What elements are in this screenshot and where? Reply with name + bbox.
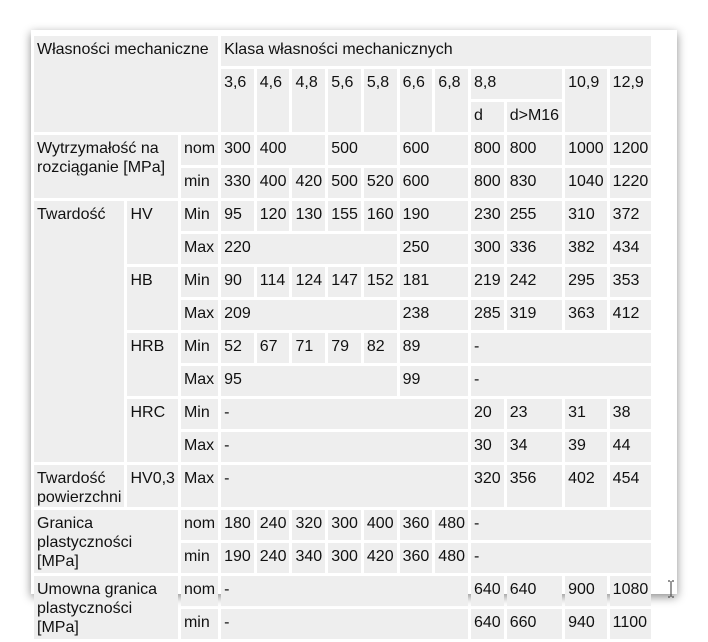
table-cell: 400 (364, 510, 397, 540)
class-12-9: 12,9 (610, 69, 652, 132)
mechanical-properties-panel (31, 30, 677, 636)
row-label-hrb: HRB (127, 333, 177, 396)
class-8-8: 8,8 (471, 69, 562, 99)
table-cell: - (471, 510, 651, 540)
class-3-6: 3,6 (221, 69, 254, 132)
table-cell: 71 (292, 333, 325, 363)
table-cell: 79 (328, 333, 361, 363)
table-cell: - (471, 543, 651, 573)
table-cell: 356 (507, 465, 562, 507)
row-sublabel: nom (181, 510, 218, 540)
table-row (34, 510, 651, 540)
table-cell: - (221, 609, 468, 639)
subheader-d-m16: d>M16 (507, 102, 562, 132)
row-sublabel: Min (181, 399, 218, 429)
table-cell: 830 (507, 168, 562, 198)
table-cell: 23 (507, 399, 562, 429)
class-5-6: 5,6 (328, 69, 361, 132)
table-cell: 640 (507, 576, 562, 606)
table-cell: 940 (565, 609, 607, 639)
table-cell: 372 (610, 201, 652, 231)
table-cell: 44 (610, 432, 652, 462)
table-cell: 300 (221, 135, 254, 165)
table-row (34, 465, 651, 507)
table-cell: - (471, 333, 651, 363)
row-sublabel: nom (181, 135, 218, 165)
table-cell: 330 (221, 168, 254, 198)
table-cell: 82 (364, 333, 397, 363)
table-cell: 600 (400, 168, 468, 198)
table-cell: 230 (471, 201, 504, 231)
table-cell: - (221, 465, 468, 507)
table-cell: 1080 (610, 576, 652, 606)
row-sublabel: Max (181, 432, 218, 462)
table-cell: 300 (328, 510, 361, 540)
table-cell: 130 (292, 201, 325, 231)
table-cell: 353 (610, 267, 652, 297)
table-cell: 120 (257, 201, 290, 231)
table-cell: 420 (364, 543, 397, 573)
table-cell: - (221, 399, 468, 429)
table-cell: 95 (221, 201, 254, 231)
row-label-tensile: Wytrzymałość na rozciąganie [MPa] (34, 135, 178, 198)
table-cell: 152 (364, 267, 397, 297)
table-cell: 320 (292, 510, 325, 540)
row-sublabel: min (181, 543, 218, 573)
table-cell: 500 (328, 168, 361, 198)
row-label-hb: HB (127, 267, 177, 330)
row-sublabel: Max (181, 465, 218, 507)
table-cell: 219 (471, 267, 504, 297)
table-cell: 250 (400, 234, 468, 264)
table-cell: 240 (257, 543, 290, 573)
table-cell: 124 (292, 267, 325, 297)
table-cell: 900 (565, 576, 607, 606)
table-cell: 454 (610, 465, 652, 507)
subheader-d: d (471, 102, 504, 132)
table-cell: 181 (400, 267, 468, 297)
table-cell: 30 (471, 432, 504, 462)
header-classes: Klasa własności mechanicznych (221, 36, 651, 66)
table-cell: 660 (507, 609, 562, 639)
row-label-hardness: Twardość (34, 201, 124, 462)
table-cell: 320 (471, 465, 504, 507)
table-row (34, 576, 651, 606)
table-cell: 640 (471, 576, 504, 606)
table-cell: 180 (221, 510, 254, 540)
table-cell: 336 (507, 234, 562, 264)
table-cell: 300 (471, 234, 504, 264)
text-cursor-icon (668, 580, 674, 598)
table-cell: 242 (507, 267, 562, 297)
table-cell: 402 (565, 465, 607, 507)
class-5-8: 5,8 (364, 69, 397, 132)
table-cell: 1040 (565, 168, 607, 198)
table-row (34, 399, 651, 429)
class-10-9: 10,9 (565, 69, 607, 132)
class-6-8: 6,8 (435, 69, 468, 132)
table-cell: 99 (400, 366, 468, 396)
table-cell: 319 (507, 300, 562, 330)
row-sublabel: Min (181, 333, 218, 363)
table-cell: 800 (507, 135, 562, 165)
table-cell: 190 (221, 543, 254, 573)
table-cell: 500 (328, 135, 396, 165)
row-sublabel: Max (181, 234, 218, 264)
table-cell: 285 (471, 300, 504, 330)
mechanical-properties-table (31, 33, 654, 642)
row-sublabel: Max (181, 366, 218, 396)
table-row (34, 135, 651, 165)
table-cell: 147 (328, 267, 361, 297)
table-cell: 1220 (610, 168, 652, 198)
table-cell: - (471, 366, 651, 396)
header-properties: Własności mechaniczne (34, 36, 218, 132)
table-cell: 400 (257, 168, 290, 198)
table-cell: 382 (565, 234, 607, 264)
table-cell: 363 (565, 300, 607, 330)
table-cell: 340 (292, 543, 325, 573)
table-cell: 520 (364, 168, 397, 198)
table-row (34, 333, 651, 363)
table-cell: 600 (400, 135, 468, 165)
table-cell: 52 (221, 333, 254, 363)
table-cell: 300 (328, 543, 361, 573)
table-cell: 20 (471, 399, 504, 429)
table-cell: 310 (565, 201, 607, 231)
table-cell: 800 (471, 135, 504, 165)
table-row (34, 201, 651, 231)
table-cell: 1000 (565, 135, 607, 165)
table-cell: 295 (565, 267, 607, 297)
table-cell: 89 (400, 333, 468, 363)
table-cell: 360 (400, 543, 433, 573)
row-label-hv: HV (127, 201, 177, 264)
row-sublabel: nom (181, 576, 218, 606)
table-cell: 1200 (610, 135, 652, 165)
table-cell: 360 (400, 510, 433, 540)
table-header-row (34, 36, 651, 66)
table-cell: 238 (400, 300, 468, 330)
class-4-8: 4,8 (292, 69, 325, 132)
row-sublabel: Min (181, 267, 218, 297)
table-cell: 480 (435, 510, 468, 540)
table-cell: 38 (610, 399, 652, 429)
table-cell: 95 (221, 366, 397, 396)
table-cell: 34 (507, 432, 562, 462)
table-cell: 1100 (610, 609, 652, 639)
row-sublabel: min (181, 609, 218, 639)
table-cell: - (221, 576, 468, 606)
class-6-6: 6,6 (400, 69, 433, 132)
table-cell: 480 (435, 543, 468, 573)
table-cell: 39 (565, 432, 607, 462)
table-cell: 800 (471, 168, 504, 198)
table-cell: 114 (257, 267, 290, 297)
row-label-proof: Umowna granica plastyczności [MPa] (34, 576, 178, 639)
table-cell: 90 (221, 267, 254, 297)
table-cell: 190 (400, 201, 468, 231)
row-label-hrc: HRC (127, 399, 177, 462)
table-cell: 420 (292, 168, 325, 198)
table-cell: 434 (610, 234, 652, 264)
table-cell: 412 (610, 300, 652, 330)
table-cell: 155 (328, 201, 361, 231)
table-cell: 240 (257, 510, 290, 540)
table-cell: 255 (507, 201, 562, 231)
table-row (34, 267, 651, 297)
row-sublabel: min (181, 168, 218, 198)
table-cell: 67 (257, 333, 290, 363)
table-cell: 400 (257, 135, 325, 165)
table-cell: 209 (221, 300, 397, 330)
class-4-6: 4,6 (257, 69, 290, 132)
row-label-yield: Granica plastyczności [MPa] (34, 510, 178, 573)
row-label-surface-hardness: Twardość powierzchni (34, 465, 124, 507)
row-sublabel: Max (181, 300, 218, 330)
table-cell: 220 (221, 234, 397, 264)
table-cell: 160 (364, 201, 397, 231)
row-sublabel: Min (181, 201, 218, 231)
row-label-hv03: HV0,3 (127, 465, 177, 507)
table-cell: 640 (471, 609, 504, 639)
table-cell: 31 (565, 399, 607, 429)
table-cell: - (221, 432, 468, 462)
